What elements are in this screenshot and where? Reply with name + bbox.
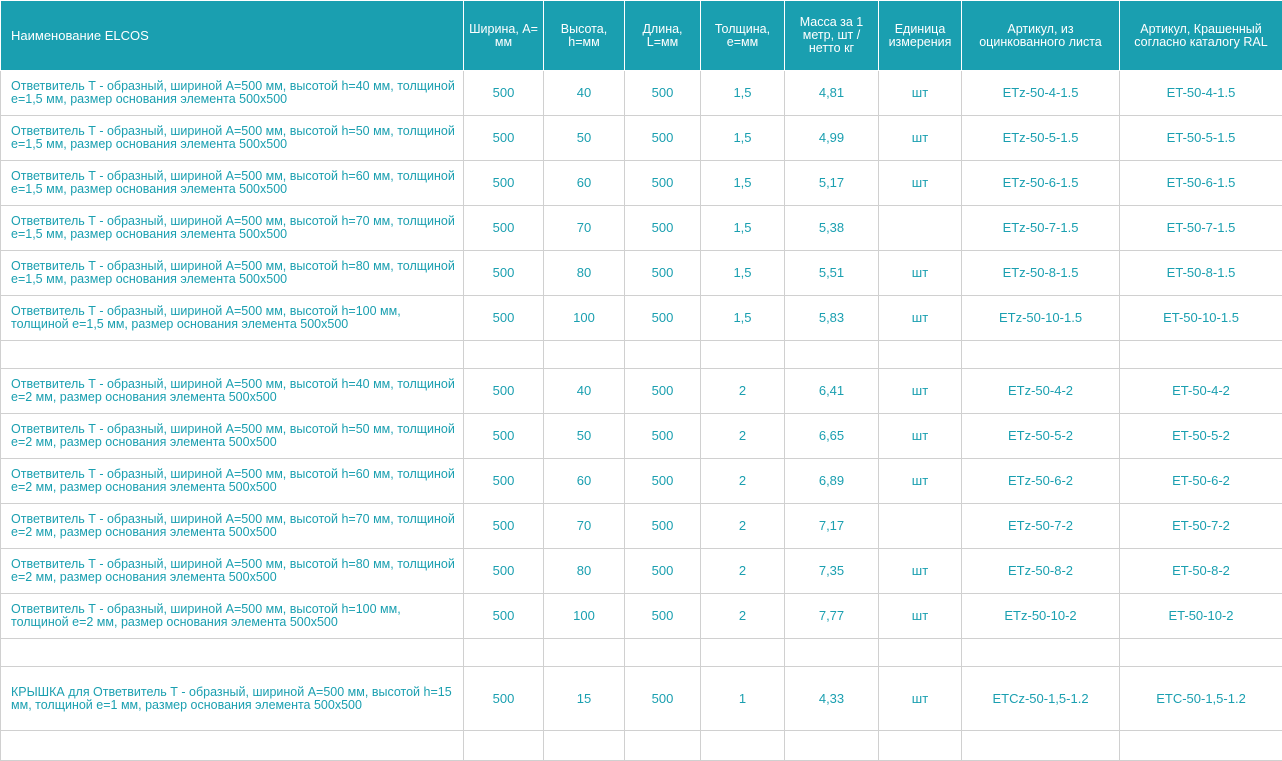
table-row — [1, 549, 1282, 594]
cell-width: 500 — [464, 296, 544, 341]
cell-article-ral: ET-50-10-1.5 — [1120, 296, 1282, 341]
cell-length: 500 — [625, 504, 701, 549]
cell-width — [464, 639, 544, 667]
cell-unit: шт — [879, 71, 962, 116]
col-header-article-zinc: Артикул, из оцинкованного листа — [962, 1, 1120, 71]
table-row — [1, 251, 1282, 296]
cell-length: 500 — [625, 206, 701, 251]
cell-name: Ответвитель Т - образный, шириной А=500 мм, высотой h=70 мм, толщиной е=2 мм, размер основания элемента 500х500 — [1, 504, 464, 549]
cell-width: 500 — [464, 161, 544, 206]
cell-width: 500 — [464, 71, 544, 116]
cell-thickness: 1,5 — [701, 116, 785, 161]
cell-mass: 5,51 — [785, 251, 879, 296]
cell-height — [544, 731, 625, 761]
cell-unit: шт — [879, 549, 962, 594]
cell-unit: шт — [879, 667, 962, 731]
cell-length: 500 — [625, 71, 701, 116]
cell-height: 80 — [544, 549, 625, 594]
cell-unit: шт — [879, 594, 962, 639]
cell-thickness: 1,5 — [701, 71, 785, 116]
cell-height: 80 — [544, 251, 625, 296]
table-header-row — [1, 1, 1282, 71]
cell-mass: 6,41 — [785, 369, 879, 414]
cell-article-zinc: ETz-50-4-1.5 — [962, 71, 1120, 116]
cell-article-ral — [1120, 341, 1282, 369]
cell-article-ral: ETC-50-1,5-1.2 — [1120, 667, 1282, 731]
cell-thickness — [701, 341, 785, 369]
cell-article-zinc: ETz-50-6-1.5 — [962, 161, 1120, 206]
cell-name: Ответвитель Т - образный, шириной А=500 мм, высотой h=70 мм, толщиной е=1,5 мм, размер основания элемента 500х500 — [1, 206, 464, 251]
cell-thickness: 2 — [701, 459, 785, 504]
cell-length: 500 — [625, 369, 701, 414]
table-row — [1, 161, 1282, 206]
cell-height: 40 — [544, 71, 625, 116]
cell-length: 500 — [625, 594, 701, 639]
col-header-width: Ширина, А= мм — [464, 1, 544, 71]
cell-thickness — [701, 731, 785, 761]
cell-article-ral — [1120, 731, 1282, 761]
col-header-height: Высота, h=мм — [544, 1, 625, 71]
cell-height: 70 — [544, 206, 625, 251]
cell-article-zinc: ETz-50-7-1.5 — [962, 206, 1120, 251]
cell-height — [544, 639, 625, 667]
table-row-empty — [1, 341, 1282, 369]
cell-unit — [879, 341, 962, 369]
cell-name: Ответвитель Т - образный, шириной А=500 мм, высотой h=100 мм, толщиной е=2 мм, размер основания элемента 500х500 — [1, 594, 464, 639]
cell-length: 500 — [625, 296, 701, 341]
cell-name: Ответвитель Т - образный, шириной А=500 мм, высотой h=60 мм, толщиной е=1,5 мм, размер основания элемента 500х500 — [1, 161, 464, 206]
table-body — [1, 71, 1282, 761]
cell-height: 15 — [544, 667, 625, 731]
table-row — [1, 667, 1282, 731]
cell-height: 100 — [544, 296, 625, 341]
cell-thickness: 2 — [701, 369, 785, 414]
cell-mass — [785, 639, 879, 667]
cell-thickness: 1,5 — [701, 251, 785, 296]
cell-article-ral: ET-50-4-2 — [1120, 369, 1282, 414]
cell-name: Ответвитель Т - образный, шириной А=500 мм, высотой h=60 мм, толщиной е=2 мм, размер основания элемента 500х500 — [1, 459, 464, 504]
cell-article-ral — [1120, 639, 1282, 667]
cell-article-zinc — [962, 639, 1120, 667]
cell-length — [625, 731, 701, 761]
table-row — [1, 206, 1282, 251]
cell-name: Ответвитель Т - образный, шириной А=500 мм, высотой h=40 мм, толщиной е=1,5 мм, размер основания элемента 500х500 — [1, 71, 464, 116]
cell-mass: 6,89 — [785, 459, 879, 504]
cell-thickness: 2 — [701, 504, 785, 549]
cell-length: 500 — [625, 251, 701, 296]
cell-name — [1, 639, 464, 667]
cell-article-ral: ET-50-5-2 — [1120, 414, 1282, 459]
cell-length: 500 — [625, 161, 701, 206]
table-row — [1, 369, 1282, 414]
cell-thickness: 1 — [701, 667, 785, 731]
cell-unit — [879, 731, 962, 761]
cell-height: 50 — [544, 116, 625, 161]
cell-unit — [879, 639, 962, 667]
cell-article-zinc: ETz-50-8-2 — [962, 549, 1120, 594]
cell-article-ral: ET-50-5-1.5 — [1120, 116, 1282, 161]
table-row — [1, 71, 1282, 116]
cell-article-ral: ET-50-8-1.5 — [1120, 251, 1282, 296]
cell-article-zinc: ETz-50-7-2 — [962, 504, 1120, 549]
cell-height: 100 — [544, 594, 625, 639]
col-header-thickness: Толщина, е=мм — [701, 1, 785, 71]
cell-width: 500 — [464, 206, 544, 251]
col-header-unit: Единица измерения — [879, 1, 962, 71]
cell-length — [625, 639, 701, 667]
cell-mass: 4,99 — [785, 116, 879, 161]
cell-width: 500 — [464, 549, 544, 594]
cell-width: 500 — [464, 459, 544, 504]
cell-unit: шт — [879, 251, 962, 296]
cell-height — [544, 341, 625, 369]
cell-width — [464, 731, 544, 761]
col-header-name: Наименование ELCOS — [1, 1, 464, 71]
cell-article-zinc — [962, 731, 1120, 761]
cell-name: Ответвитель Т - образный, шириной А=500 мм, высотой h=80 мм, толщиной е=2 мм, размер основания элемента 500х500 — [1, 549, 464, 594]
table-row — [1, 504, 1282, 549]
cell-name: Ответвитель Т - образный, шириной А=500 мм, высотой h=100 мм, толщиной е=1,5 мм, размер основания элемента 500х500 — [1, 296, 464, 341]
cell-article-ral: ET-50-8-2 — [1120, 549, 1282, 594]
cell-article-ral: ET-50-6-1.5 — [1120, 161, 1282, 206]
cell-thickness: 1,5 — [701, 161, 785, 206]
cell-unit: шт — [879, 161, 962, 206]
cell-name — [1, 731, 464, 761]
cell-unit — [879, 206, 962, 251]
cell-mass — [785, 731, 879, 761]
cell-mass: 7,35 — [785, 549, 879, 594]
cell-height: 40 — [544, 369, 625, 414]
cell-length — [625, 341, 701, 369]
cell-name: Ответвитель Т - образный, шириной А=500 мм, высотой h=50 мм, толщиной е=1,5 мм, размер основания элемента 500х500 — [1, 116, 464, 161]
cell-height: 70 — [544, 504, 625, 549]
cell-unit: шт — [879, 116, 962, 161]
cell-thickness: 2 — [701, 414, 785, 459]
cell-article-ral: ET-50-7-1.5 — [1120, 206, 1282, 251]
cell-article-zinc: ETz-50-4-2 — [962, 369, 1120, 414]
table-row — [1, 414, 1282, 459]
cell-length: 500 — [625, 549, 701, 594]
cell-height: 50 — [544, 414, 625, 459]
col-header-length: Длина, L=мм — [625, 1, 701, 71]
cell-article-zinc: ETz-50-10-2 — [962, 594, 1120, 639]
cell-width: 500 — [464, 369, 544, 414]
cell-length: 500 — [625, 414, 701, 459]
cell-height: 60 — [544, 459, 625, 504]
cell-unit: шт — [879, 296, 962, 341]
table-row — [1, 296, 1282, 341]
cell-article-ral: ET-50-7-2 — [1120, 504, 1282, 549]
cell-article-ral: ET-50-4-1.5 — [1120, 71, 1282, 116]
cell-article-zinc: ETz-50-5-2 — [962, 414, 1120, 459]
cell-unit: шт — [879, 369, 962, 414]
cell-name — [1, 341, 464, 369]
cell-mass: 4,33 — [785, 667, 879, 731]
cell-thickness: 2 — [701, 594, 785, 639]
cell-unit: шт — [879, 459, 962, 504]
cell-thickness — [701, 639, 785, 667]
table-row-empty — [1, 639, 1282, 667]
cell-mass: 6,65 — [785, 414, 879, 459]
cell-mass: 5,83 — [785, 296, 879, 341]
cell-name: Ответвитель Т - образный, шириной А=500 мм, высотой h=80 мм, толщиной е=1,5 мм, размер основания элемента 500х500 — [1, 251, 464, 296]
cell-length: 500 — [625, 116, 701, 161]
cell-name: КРЫШКА для Ответвитель Т - образный, шириной А=500 мм, высотой h=15 мм, толщиной е=1 мм, размер основания элемента 500х500 — [1, 667, 464, 731]
cell-article-zinc: ETz-50-5-1.5 — [962, 116, 1120, 161]
cell-width: 500 — [464, 116, 544, 161]
col-header-mass: Масса за 1 метр, шт / нетто кг — [785, 1, 879, 71]
cell-mass: 4,81 — [785, 71, 879, 116]
cell-thickness: 1,5 — [701, 296, 785, 341]
cell-width: 500 — [464, 414, 544, 459]
cell-name: Ответвитель Т - образный, шириной А=500 мм, высотой h=40 мм, толщиной е=2 мм, размер основания элемента 500х500 — [1, 369, 464, 414]
cell-length: 500 — [625, 667, 701, 731]
cell-length: 500 — [625, 459, 701, 504]
cell-width: 500 — [464, 504, 544, 549]
cell-thickness: 2 — [701, 549, 785, 594]
cell-article-zinc — [962, 341, 1120, 369]
cell-mass: 5,17 — [785, 161, 879, 206]
cell-article-zinc: ETz-50-8-1.5 — [962, 251, 1120, 296]
cell-mass — [785, 341, 879, 369]
cell-name: Ответвитель Т - образный, шириной А=500 мм, высотой h=50 мм, толщиной е=2 мм, размер основания элемента 500х500 — [1, 414, 464, 459]
cell-height: 60 — [544, 161, 625, 206]
cell-article-zinc: ETz-50-10-1.5 — [962, 296, 1120, 341]
cell-article-ral: ET-50-10-2 — [1120, 594, 1282, 639]
cell-width: 500 — [464, 251, 544, 296]
cell-unit: шт — [879, 414, 962, 459]
cell-width: 500 — [464, 594, 544, 639]
cell-mass: 7,77 — [785, 594, 879, 639]
table-row-empty — [1, 731, 1282, 761]
table-row — [1, 459, 1282, 504]
cell-thickness: 1,5 — [701, 206, 785, 251]
col-header-article-ral: Артикул, Крашенный согласно каталогу RAL — [1120, 1, 1282, 71]
cell-width — [464, 341, 544, 369]
table-row — [1, 594, 1282, 639]
table-row — [1, 116, 1282, 161]
cell-article-zinc: ETCz-50-1,5-1.2 — [962, 667, 1120, 731]
cell-unit — [879, 504, 962, 549]
cell-width: 500 — [464, 667, 544, 731]
cell-article-ral: ET-50-6-2 — [1120, 459, 1282, 504]
cell-mass: 5,38 — [785, 206, 879, 251]
cell-mass: 7,17 — [785, 504, 879, 549]
cell-article-zinc: ETz-50-6-2 — [962, 459, 1120, 504]
